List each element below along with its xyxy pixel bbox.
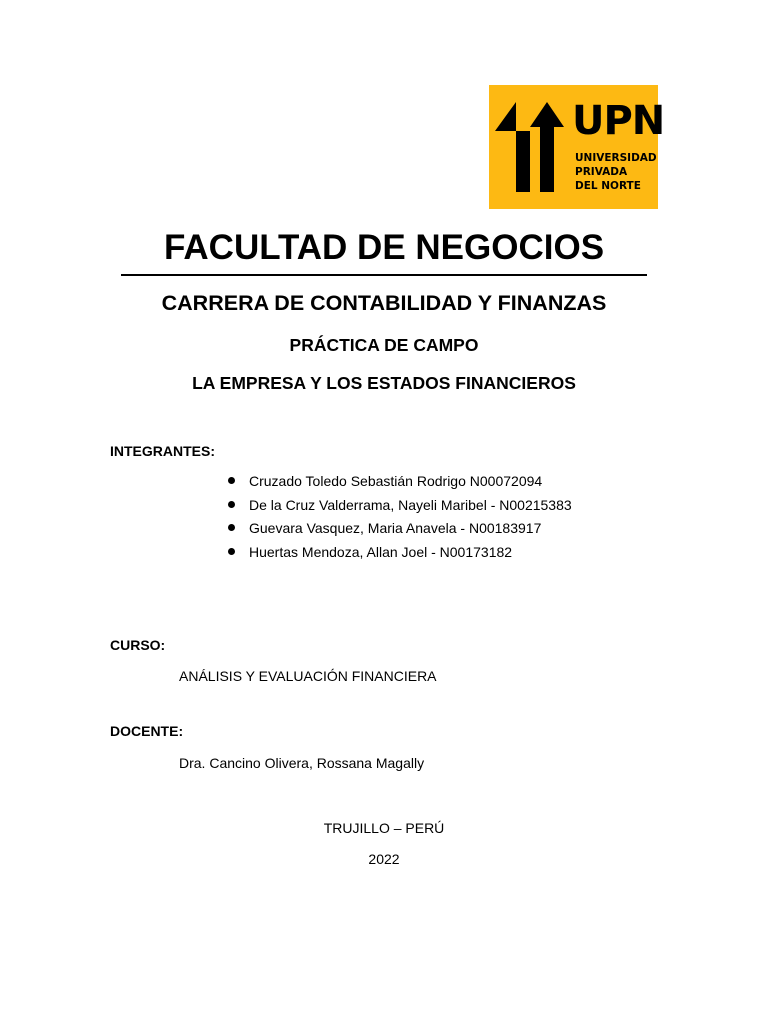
faculty-title: FACULTAD DE NEGOCIOS — [163, 228, 605, 267]
logo-line-1: UNIVERSIDAD — [575, 152, 657, 164]
bullet-icon — [228, 524, 235, 531]
logo-line-3: DEL NORTE — [575, 180, 641, 192]
member-name: Guevara Vasquez, Maria Anavela - N00183917 — [249, 520, 542, 536]
bullet-icon — [228, 477, 235, 484]
bullet-icon — [228, 501, 235, 508]
teacher-label: DOCENTE: — [110, 723, 184, 739]
city-line: TRUJILLO – PERÚ — [323, 820, 445, 836]
career-title: CARRERA DE CONTABILIDAD Y FINANZAS — [161, 291, 607, 315]
practice-title: PRÁCTICA DE CAMPO — [289, 335, 479, 355]
member-name: Huertas Mendoza, Allan Joel - N00173182 — [249, 543, 513, 560]
year-line: 2022 — [368, 851, 400, 867]
logo-acronym: UPN — [572, 98, 665, 144]
upn-logo — [489, 85, 665, 209]
members-label: INTEGRANTES: — [110, 443, 215, 459]
member-name: Cruzado Toledo Sebastián Rodrigo N00072094 — [249, 473, 543, 489]
teacher-value: Dra. Cancino Olivera, Rossana Magally — [179, 755, 425, 771]
course-value: ANÁLISIS Y EVALUACIÓN FINANCIERA — [179, 668, 437, 684]
title-divider — [121, 274, 647, 276]
member-name: De la Cruz Valderrama, Nayeli Maribel - N00215383 — [249, 496, 572, 513]
course-label: CURSO: — [110, 637, 166, 653]
logo-line-2: PRIVADA — [575, 166, 628, 178]
subject-title: LA EMPRESA Y LOS ESTADOS FINANCIEROS — [192, 373, 576, 393]
bullet-icon — [228, 548, 235, 555]
